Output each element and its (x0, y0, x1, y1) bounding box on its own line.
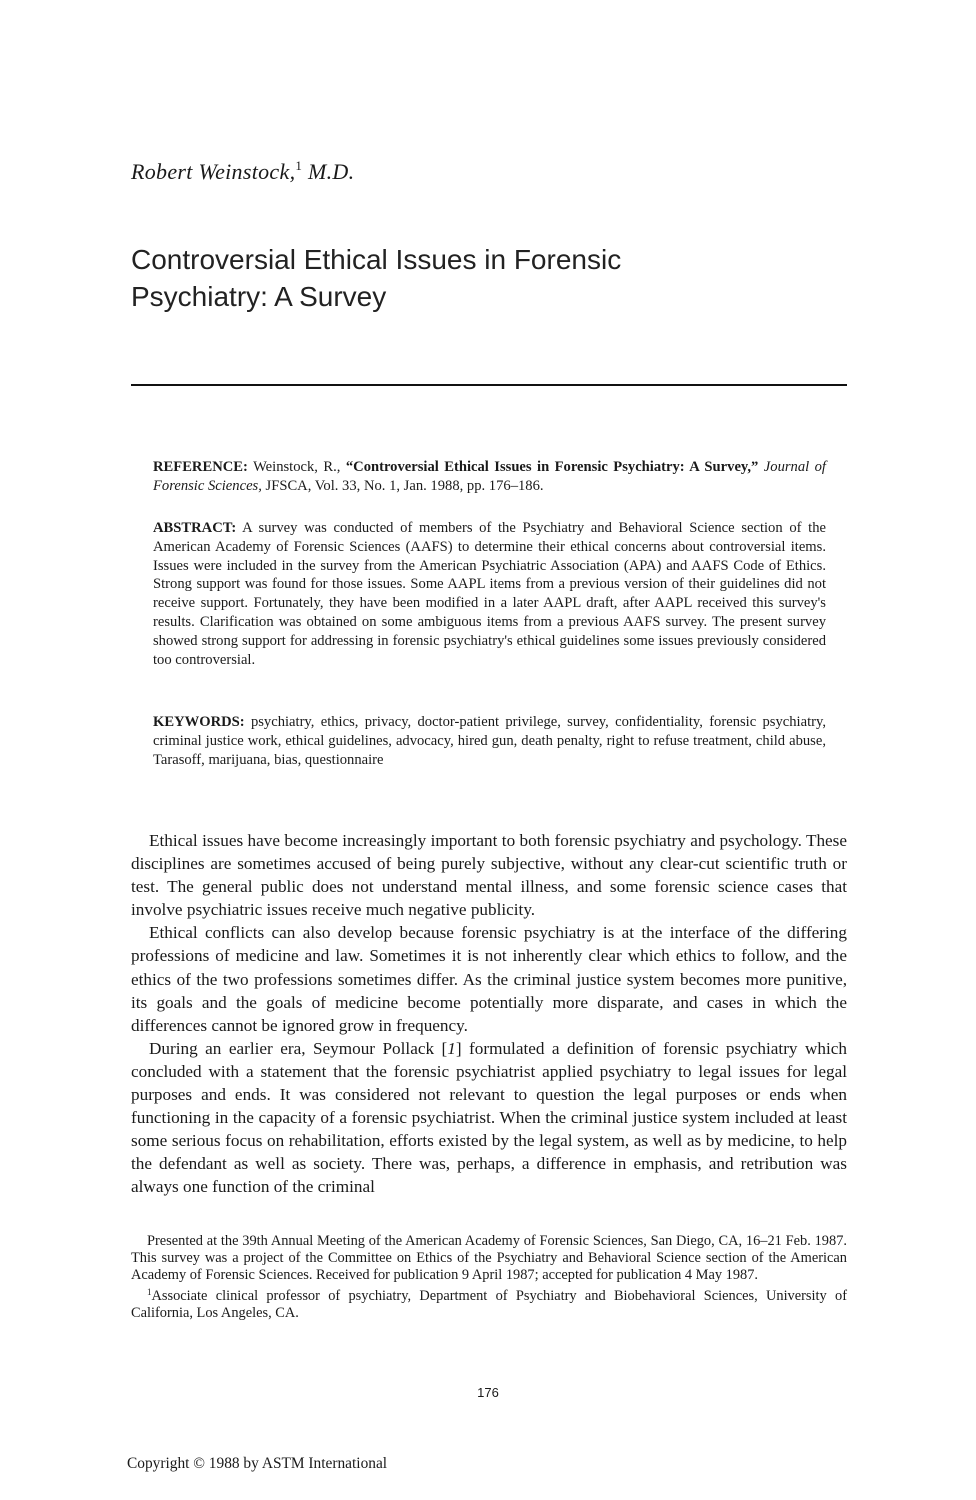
author-degree: M.D. (308, 159, 355, 184)
reference-label: REFERENCE: (153, 459, 248, 475)
author-name: Robert Weinstock, (131, 159, 296, 184)
title-divider (131, 384, 847, 386)
page-number: 176 (477, 1385, 499, 1400)
body-paragraph (131, 1037, 847, 1199)
reference-journal: Journal of Forensic Sciences, (153, 459, 826, 494)
abstract-block (153, 519, 826, 669)
article-title (131, 241, 831, 315)
reference-authors: Weinstock, R., (253, 459, 341, 475)
footnotes (131, 1233, 847, 1322)
footnote-presented: Presented at the 39th Annual Meeting of the American Academy of Forensic Sciences, San Diego, CA, 16–21 Feb. 1987. This survey was a project of the Committee on Ethics of the Psychiatry and Behavioral Science section of the American Academy of Forensic Sciences. Received for publication 9 April 1987; accepted for publication 4 May 1987. (131, 1233, 847, 1284)
reference-article-title: “Controversial Ethical Issues in Forensic Psychiatry: A Survey,” (345, 459, 759, 475)
keywords-block (153, 713, 826, 769)
body-paragraph: Ethical issues have become increasingly important to both forensic psychiatry and psychology. These disciplines are sometimes accused of being purely subjective, without any clear-cut scientific truth or test. The general public does not understand mental illness, and some forensic science cases that involve psychiatric issues receive much negative publicity. (131, 831, 847, 920)
body-paragraph: Ethical conflicts can also develop because forensic psychiatry is at the interface of the differing professions of medicine and law. Sometimes it is not inherently clear which ethics to follow, and the ethics of the two professions sometimes differ. As the criminal justice system becomes more punitive, its goals and the goals of medicine become potentially more disparate, and cases in which the differences cannot be ignored grow in frequency. (131, 923, 847, 1035)
reference-block (153, 458, 826, 496)
body-text-run: During an earlier era, Seymour Pollack [ (149, 1038, 448, 1058)
title-line-2: Psychiatry: A Survey (131, 281, 387, 312)
abstract-label: ABSTRACT: (153, 520, 237, 536)
title-line-1: Controversial Ethical Issues in Forensic (131, 244, 622, 275)
author-footnote-mark: 1 (295, 158, 303, 173)
footnote-mark: 1 (147, 1287, 152, 1298)
author-byline (131, 158, 354, 185)
reference-citation: JFSCA, Vol. 33, No. 1, Jan. 1988, pp. 176–186. (265, 477, 544, 494)
body-text-run: ] formulated a definition of forensic psychiatry which concluded with a statement that the forensic psychiatrist applied psychiatry to legal issues for legal purposes and ends. It was considered not relevant to question the legal purposes or ends when functioning in the capacity of a forensic psychiatrist. When the criminal justice system included at least some serious focus on rehabilitation, efforts existed by the legal system, as well as by medicine, to help the defendant as well as society. There was, perhaps, a difference in emphasis, and retribution was always one function of the criminal (131, 1038, 847, 1197)
abstract-text: A survey was conducted of members of the Psychiatry and Behavioral Science section of the American Academy of Forensic Sciences (AAFS) to determine their ethical concerns about controversial items. Issues were included in the survey from the American Psychiatric Association (APA) and AAFS Code of Ethics. Strong support was found for those issues. Some AAPL items from a previous version of their guidelines did not receive support. Fortunately, they have been modified in a later AAPL draft, after AAPL received this survey's results. Clarification was obtained on some ambiguous items from a previous AAFS survey. The present survey showed strong support for addressing in forensic psychiatry's ethical guidelines some issues previously considered too controversial. (153, 520, 826, 668)
keywords-label: KEYWORDS: (153, 714, 245, 730)
footnote-affiliation (131, 1284, 847, 1322)
footnote-affiliation-text: Associate clinical professor of psychiatry, Department of Psychiatry and Biobehavioral Sciences, University of California, Los Angeles, CA. (131, 1288, 847, 1322)
keywords-text: psychiatry, ethics, privacy, doctor-patient privilege, survey, confidentiality, forensic psychiatry, criminal justice work, ethical guidelines, advocacy, hired gun, death penalty, right to refuse treatment, child abuse, Tarasoff, marijuana, bias, questionnaire (153, 714, 826, 768)
body-text (131, 829, 847, 1199)
copyright-notice: Copyright © 1988 by ASTM International (127, 1455, 388, 1472)
citation-reference: 1 (447, 1038, 456, 1058)
